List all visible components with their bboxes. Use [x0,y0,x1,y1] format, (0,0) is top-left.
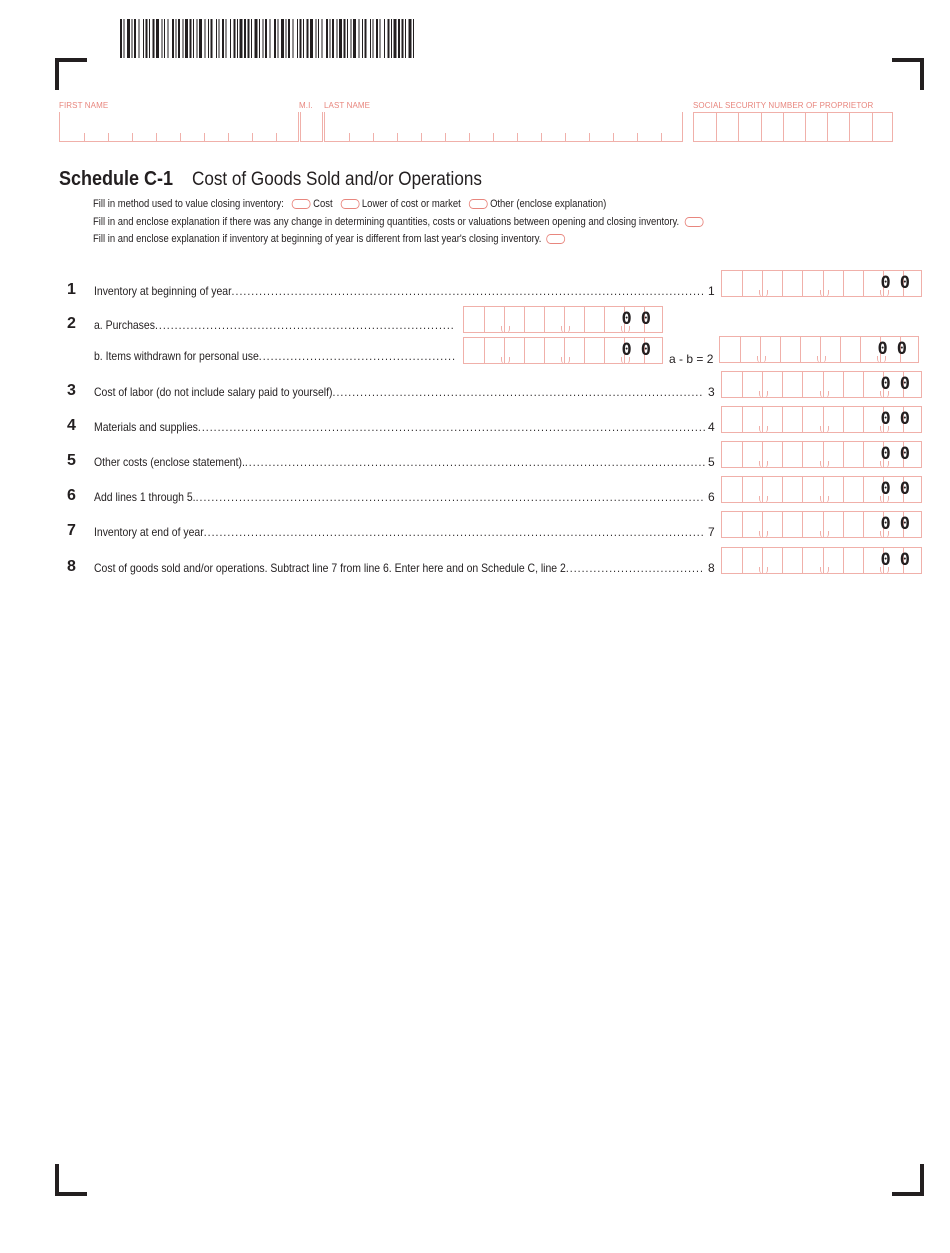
line-text: Inventory at beginning of year [94,284,232,298]
digit-divider [524,307,525,332]
corner-mark-bottom-left [55,1164,87,1196]
line-8-amount[interactable] [721,547,922,574]
digit-divider [800,337,801,362]
line-number: 1 [67,281,76,298]
cents-value: 00 [880,273,919,293]
digit-divider [802,548,803,573]
digit-divider [863,407,864,432]
digit-divider [782,407,783,432]
schedule-subtitle: Cost of Goods Sold and/or Operations [192,169,483,190]
comma-mark [757,356,766,363]
line-7-amount[interactable] [721,511,922,538]
leader-dots: ................................... [565,561,704,575]
line-text: Cost of goods sold and/or operations. Subtract line 7 from line 6. Enter here and on Schedule C, line 2 [94,561,566,575]
comb-tick [517,133,518,141]
last-name-label: LAST NAME [324,101,371,110]
first-name-field[interactable] [59,112,299,142]
comma-mark [820,426,829,433]
method-other-label: Other (enclose explanation) [490,198,607,210]
comma-mark [820,461,829,468]
digit-divider [802,512,803,537]
digit-divider [802,271,803,296]
line-2b-amount[interactable] [463,337,663,364]
line-5-amount[interactable] [721,441,922,468]
line-label [94,525,705,539]
digit-divider [843,512,844,537]
comb-tick [541,133,542,141]
digit-divider [742,271,743,296]
line-number: 7 [67,522,76,539]
leader-dots: ............................................................................................................................... [203,525,705,539]
digit-divider [843,477,844,502]
line-label [94,561,704,575]
comma-mark [501,357,510,364]
corner-mark-bottom-right [892,1164,924,1196]
cents-value: 00 [880,374,919,394]
comb-tick [84,133,85,141]
digit-divider [544,307,545,332]
digit-divider [802,372,803,397]
comma-mark [820,531,829,538]
leader-dots: ........................................................................................................................ [231,284,705,298]
ssn-label: SOCIAL SECURITY NUMBER OF PROPRIETOR [693,101,874,110]
line-2-formula: a - b = 2 [669,352,714,366]
line-ref-number: 7 [708,525,715,539]
line-label [94,490,704,504]
digit-divider [742,372,743,397]
cents-value: 00 [880,409,919,429]
comma-mark [759,426,768,433]
line-label [94,318,455,332]
comma-mark [759,496,768,503]
digit-divider [782,442,783,467]
cents-value: 00 [621,309,660,329]
digit-divider [742,512,743,537]
comb-tick [349,133,350,141]
difference-prompt: Fill in and enclose explanation if inventory at beginning of year is different from last year's closing inventory. [93,233,542,245]
comb-tick [469,133,470,141]
comma-mark [561,326,570,333]
digit-divider [843,548,844,573]
comma-mark [820,567,829,574]
digit-divider [782,372,783,397]
cents-value: 00 [880,514,919,534]
digit-divider [863,442,864,467]
digit-divider [802,407,803,432]
line-number: 8 [67,558,76,575]
leader-dots: .............................................................................................. [332,385,704,399]
digit-divider [740,337,741,362]
digit-divider [484,307,485,332]
comb-tick [493,133,494,141]
line-number: 4 [67,417,76,434]
digit-divider [782,548,783,573]
cents-value: 00 [880,479,919,499]
comma-mark [820,391,829,398]
ssn-digit-divider [716,113,717,141]
line-label [94,284,705,298]
method-other-radio[interactable] [469,199,488,209]
line-number: 5 [67,452,76,469]
line-text: Other costs (enclose statement). [94,455,245,469]
ssn-digit-divider [872,113,873,141]
comma-mark [759,461,768,468]
comb-tick [613,133,614,141]
line-ref-number: 3 [708,385,715,399]
comb-tick [589,133,590,141]
comma-mark [561,357,570,364]
comma-mark [817,356,826,363]
line-text: Add lines 1 through 5. [94,490,196,504]
digit-divider [584,307,585,332]
line-ref-number: 5 [708,455,715,469]
comb-tick [421,133,422,141]
method-cost-label: Cost [313,198,333,210]
line-number: 3 [67,382,76,399]
digit-divider [840,337,841,362]
leader-dots: ..................................................................................................................... [244,455,707,469]
digit-divider [863,548,864,573]
line-number: 6 [67,487,76,504]
schedule-title: Schedule C-1 [59,168,174,190]
page-title [59,168,514,191]
digit-divider [742,548,743,573]
line-text: Cost of labor (do not include salary paid to yourself) [94,385,333,399]
cents-value: 00 [880,550,919,570]
digit-divider [544,338,545,363]
digit-divider [604,307,605,332]
digit-divider [742,407,743,432]
difference-oval[interactable] [547,234,566,244]
digit-divider [843,442,844,467]
line-label [94,349,456,363]
line-4-amount[interactable] [721,406,922,433]
digit-divider [782,477,783,502]
digit-divider [782,512,783,537]
line-text: Inventory at end of year [94,525,204,539]
digit-divider [484,338,485,363]
digit-divider [524,338,525,363]
ssn-field[interactable] [693,112,893,142]
ssn-digit-divider [738,113,739,141]
ssn-digit-divider [827,113,828,141]
comb-tick [228,133,229,141]
comb-tick [108,133,109,141]
digit-divider [843,271,844,296]
digit-divider [863,271,864,296]
comb-tick [397,133,398,141]
cents-value: 00 [621,340,660,360]
digit-divider [863,477,864,502]
ssn-digit-divider [783,113,784,141]
last-name-field[interactable] [324,112,683,142]
corner-mark-top-left [55,58,87,90]
comb-tick [132,133,133,141]
comb-tick [661,133,662,141]
digit-divider [742,477,743,502]
digit-divider [780,337,781,362]
first-name-label: FIRST NAME [59,101,109,110]
digit-divider [843,407,844,432]
line-ref-number: 8 [708,561,715,575]
leader-dots: ................................................................................................................................. [197,420,707,434]
change-prompt: Fill in and enclose explanation if there was any change in determining quantities, costs or valuations between opening and closing inventory. [93,216,680,228]
line-label [94,385,703,399]
line-text: a. Purchases [94,318,155,332]
method-cost-radio[interactable] [292,199,311,209]
difference-instruction [93,233,568,245]
comb-tick [276,133,277,141]
leader-dots: .................................................. [258,349,457,363]
corner-mark-top-right [892,58,924,90]
method-prompt: Fill in method used to value closing inventory: [93,198,284,210]
digit-divider [843,372,844,397]
comb-tick [204,133,205,141]
line-ref-number: 6 [708,490,715,504]
barcode [120,19,414,58]
method-instruction [93,198,606,210]
line-6-amount[interactable] [721,476,922,503]
line-2-amount[interactable] [719,336,919,363]
comma-mark [820,496,829,503]
mi-field[interactable] [300,112,323,142]
line-2a-amount[interactable] [463,306,663,333]
line-number: 2 [67,315,76,332]
mi-label: M.I. [299,101,313,110]
comb-tick [156,133,157,141]
line-1-amount[interactable] [721,270,922,297]
method-lower-label: Lower of cost or market [361,198,461,210]
line-label [94,420,707,434]
digit-divider [742,442,743,467]
comb-tick [180,133,181,141]
method-lower-radio[interactable] [340,199,359,209]
digit-divider [604,338,605,363]
ssn-digit-divider [849,113,850,141]
comb-tick [252,133,253,141]
comb-tick [373,133,374,141]
comma-mark [759,391,768,398]
line-ref-number: 4 [708,420,715,434]
comma-mark [501,326,510,333]
comb-tick [565,133,566,141]
comma-mark [759,531,768,538]
ssn-digit-divider [761,113,762,141]
cents-value: 00 [880,444,919,464]
digit-divider [584,338,585,363]
comb-tick [637,133,638,141]
digit-divider [782,271,783,296]
comma-mark [759,567,768,574]
comma-mark [820,290,829,297]
digit-divider [802,442,803,467]
line-text: b. Items withdrawn for personal use [94,349,259,363]
change-oval[interactable] [684,217,703,227]
digit-divider [863,372,864,397]
digit-divider [860,337,861,362]
line-label [94,455,706,469]
comma-mark [759,290,768,297]
line-text: Materials and supplies [94,420,198,434]
digit-divider [802,477,803,502]
line-ref-number: 1 [708,284,715,298]
leader-dots: ............................................................................ [154,318,455,332]
change-instruction [93,216,706,228]
comb-tick [445,133,446,141]
digit-divider [863,512,864,537]
line-3-amount[interactable] [721,371,922,398]
cents-value: 00 [877,339,916,359]
leader-dots: ................................................................................................................................. [195,490,705,504]
ssn-digit-divider [805,113,806,141]
